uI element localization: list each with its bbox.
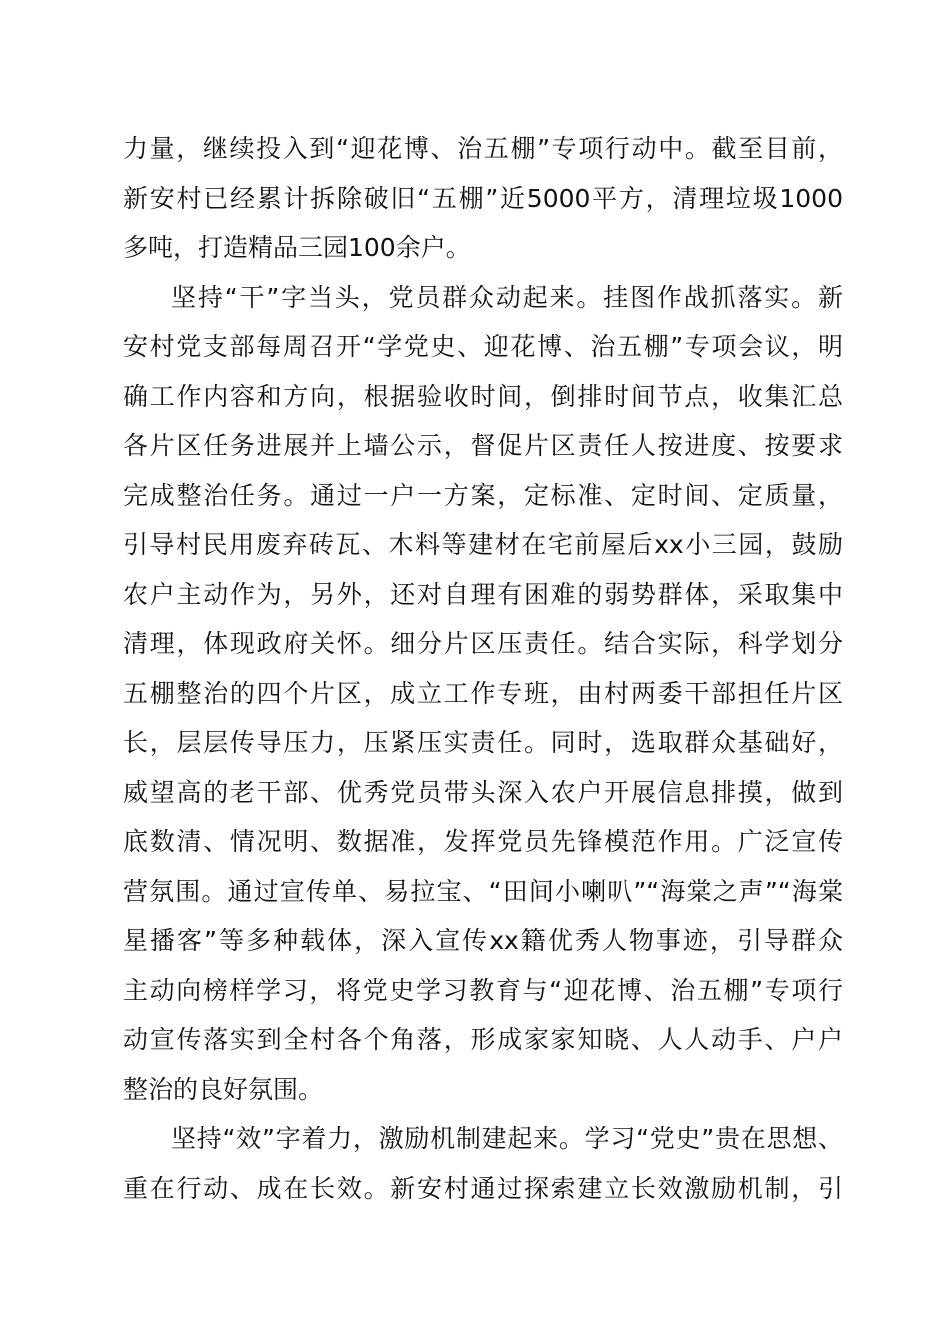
- document-body: [123, 124, 843, 1213]
- text-line: 主动向榜样学习，将党史学习教育与“迎花博、治五棚”专项行: [123, 975, 843, 1005]
- text-line: 底数清、情况明、数据准，发挥党员先锋模范作用。广泛宣传: [123, 827, 843, 856]
- text-line: 威望高的老干部、优秀党员带头深入农户开展信息排摸，做到: [123, 777, 843, 807]
- text-line: 引导村民用废弃砖瓦、木料等建材在宅前屋后xx小三园，鼓励: [123, 530, 843, 559]
- text-line: 安村党支部每周召开“学党史、迎花博、治五棚”专项会议，明: [123, 332, 843, 361]
- text-line: 重在行动、成在长效。新安村通过探索建立长效激励机制，引: [123, 1173, 843, 1203]
- paragraph-first-line: 坚持“效”字着力，激励机制建起来。学习“党史”贵在思想、: [171, 1124, 843, 1153]
- text-line: 整治的良好氛围。: [123, 1074, 324, 1104]
- text-line: 确工作内容和方向，根据验收时间，倒排时间节点，收集汇总: [123, 381, 843, 411]
- text-line: 动宣传落实到全村各个角落，形成家家知晓、人人动手、户户: [123, 1025, 843, 1054]
- text-line: 力量，继续投入到“迎花博、治五棚”专项行动中。截至目前，: [123, 134, 843, 163]
- text-line: 清理，体现政府关怀。细分片区压责任。结合实际，科学划分: [123, 629, 843, 658]
- text-line: 新安村已经累计拆除破旧“五棚”近5000平方，清理垃圾1000: [123, 183, 843, 213]
- paragraph-first-line: 坚持“干”字当头，党员群众动起来。挂图作战抓落实。新: [171, 282, 843, 312]
- text-line: 星播客”等多种载体，深入宣传xx籍优秀人物事迹，引导群众: [123, 926, 843, 955]
- text-line: 长，层层传导压力，压紧压实责任。同时，选取群众基础好，: [123, 728, 843, 757]
- text-line: 多吨，打造精品三园100余户。: [123, 233, 471, 262]
- text-line: 营氛围。通过宣传单、易拉宝、“田间小喇叭”“海棠之声”“海棠: [123, 876, 843, 906]
- text-line: 完成整治任务。通过一户一方案，定标准、定时间、定质量，: [123, 480, 843, 510]
- text-line: 各片区任务进展并上墙公示，督促片区责任人按进度、按要求: [123, 431, 843, 460]
- text-line: 五棚整治的四个片区，成立工作专班，由村两委干部担任片区: [123, 678, 843, 708]
- text-line: 农户主动作为，另外，还对自理有困难的弱势群体，采取集中: [123, 579, 843, 609]
